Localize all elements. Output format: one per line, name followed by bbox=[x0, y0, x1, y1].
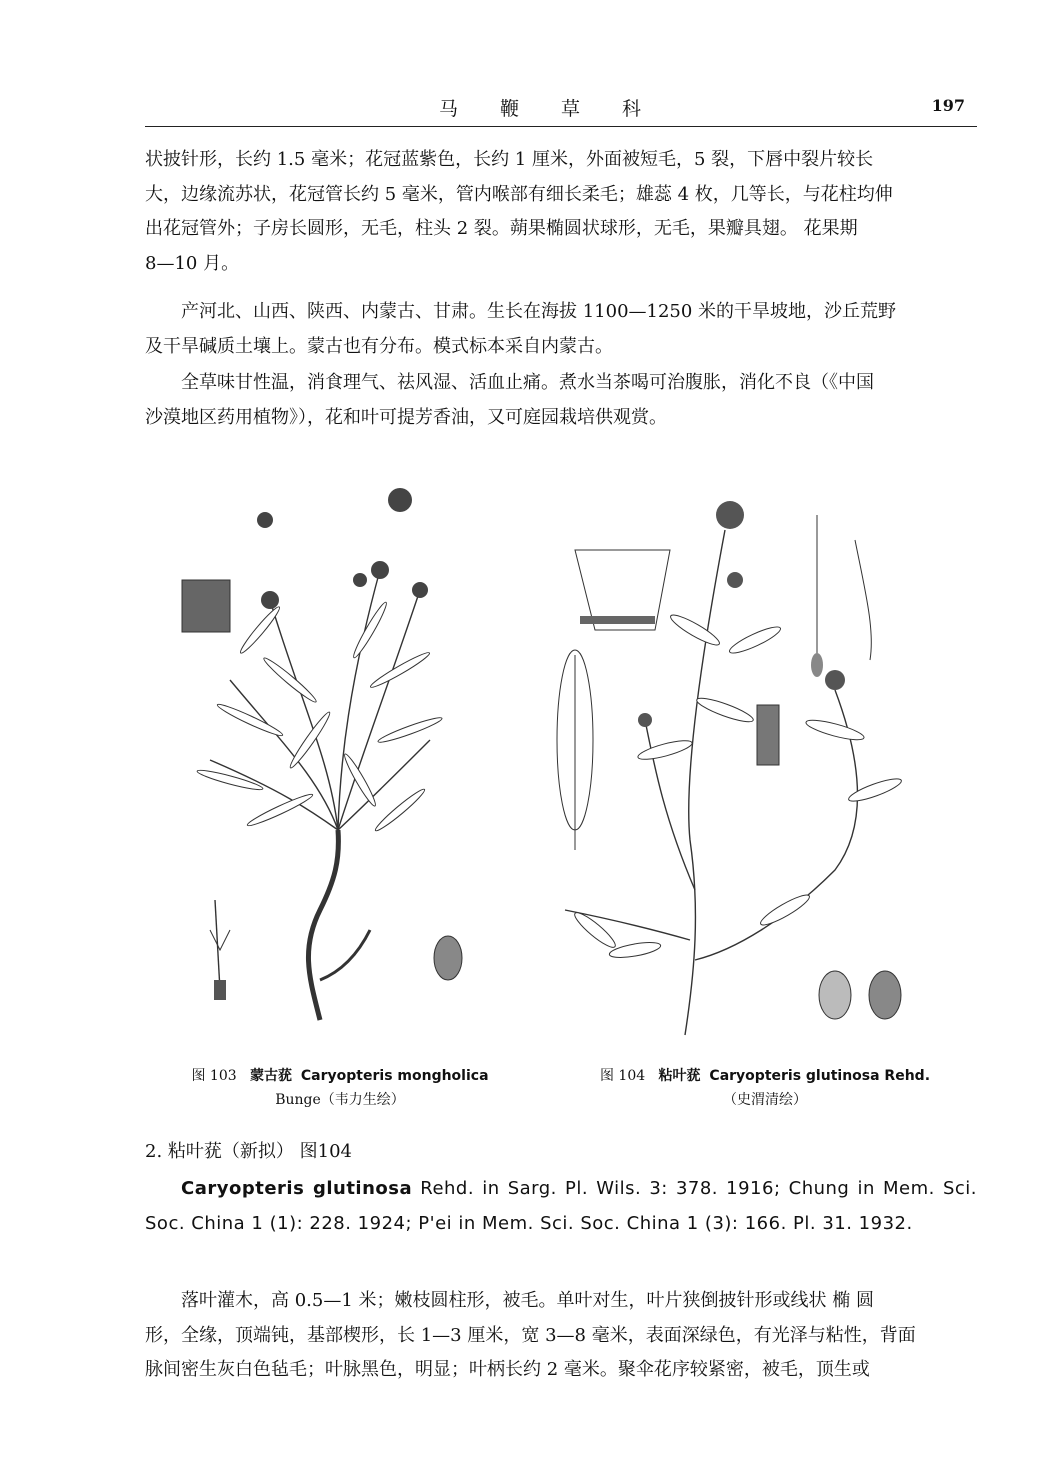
uses-paragraph bbox=[145, 366, 977, 435]
text-line: 脉间密生灰白色毡毛；叶脉黑色，明显；叶柄长约 2 毫米。聚伞花序较紧密，被毛，顶生或 bbox=[145, 1359, 870, 1380]
figure-104-illustration bbox=[535, 490, 945, 1040]
figure-number: 图 103 bbox=[191, 1068, 237, 1084]
caption-line bbox=[575, 1064, 955, 1088]
species-heading: 2. 粘叶莸（新拟） 图104 bbox=[145, 1141, 352, 1162]
caption-line bbox=[170, 1064, 510, 1088]
figure-104-caption bbox=[575, 1064, 955, 1112]
text-line: 状披针形，长约 1.5 毫米；花冠蓝紫色，长约 1 厘米，外面被短毛，5 裂，下唇中裂片较长 bbox=[145, 149, 874, 170]
running-title: 马鞭草科 bbox=[438, 98, 683, 120]
caption-line: Bunge（韦力生绘） bbox=[275, 1092, 405, 1108]
species-name-latin: Caryopteris mongholica bbox=[300, 1068, 489, 1084]
page-number: 197 bbox=[931, 96, 965, 115]
distribution-paragraph bbox=[145, 295, 977, 364]
figure-103-illustration bbox=[170, 480, 500, 1040]
intro-paragraph bbox=[145, 143, 977, 281]
text-line: 出花冠管外；子房长圆形，无毛，柱头 2 裂。蒴果椭圆状球形，无毛，果瓣具翅。 花果期 bbox=[145, 218, 858, 239]
text-line: 沙漠地区药用植物》），花和叶可提芳香油，又可庭园栽培供观赏。 bbox=[145, 406, 667, 428]
figure-103-caption bbox=[170, 1064, 510, 1112]
citation-text: Rehd. in Sarg. Pl. Wils. 3: 378. 1916; Chung in Mem. Sci. Soc. China 1 (1): 228. 1924; P'ei in Mem. Sci. Soc. China 1 (3): 166. Pl. 31. 1932. bbox=[145, 1178, 977, 1234]
species-name-cn: 粘叶莸 bbox=[658, 1068, 701, 1084]
text-line: 产河北、山西、陕西、内蒙古、甘肃。生长在海拔 1100—1250 米的干旱坡地，沙丘荒野 bbox=[181, 301, 897, 322]
text-line: 及干旱碱质土壤上。蒙古也有分布。模式标本采自内蒙古。 bbox=[145, 335, 613, 357]
species-name-cn: 蒙古莸 bbox=[250, 1068, 292, 1084]
figure-number: 图 104 bbox=[599, 1068, 646, 1084]
caption-line: （史渭清绘） bbox=[723, 1092, 807, 1108]
citation-paragraph bbox=[145, 1172, 977, 1241]
text-line: 落叶灌木，高 0.5—1 米；嫩枝圆柱形，被毛。单叶对生，叶片狭倒披针形或线状 椭 圆 bbox=[181, 1290, 874, 1311]
text-line: 8—10 月。 bbox=[145, 252, 240, 274]
text-line: 形，全缘，顶端钝，基部楔形，长 1—3 厘米，宽 3—8 毫米，表面深绿色，有光泽与粘性，背面 bbox=[145, 1324, 916, 1346]
description-paragraph bbox=[145, 1284, 977, 1388]
text-line: 大，边缘流苏状，花冠管长约 5 毫米，管内喉部有细长柔毛；雄蕊 4 枚，几等长，与花柱均伸 bbox=[145, 183, 893, 205]
species-name-latin: Caryopteris glutinosa Rehd. bbox=[709, 1068, 931, 1084]
page-header bbox=[145, 88, 977, 127]
citation-species-name: Caryopteris glutinosa bbox=[181, 1178, 413, 1199]
text-line: 全草味甘性温，消食理气、祛风湿、活血止痛。煮水当茶喝可治腹胀，消化不良（《中国 bbox=[181, 372, 874, 393]
